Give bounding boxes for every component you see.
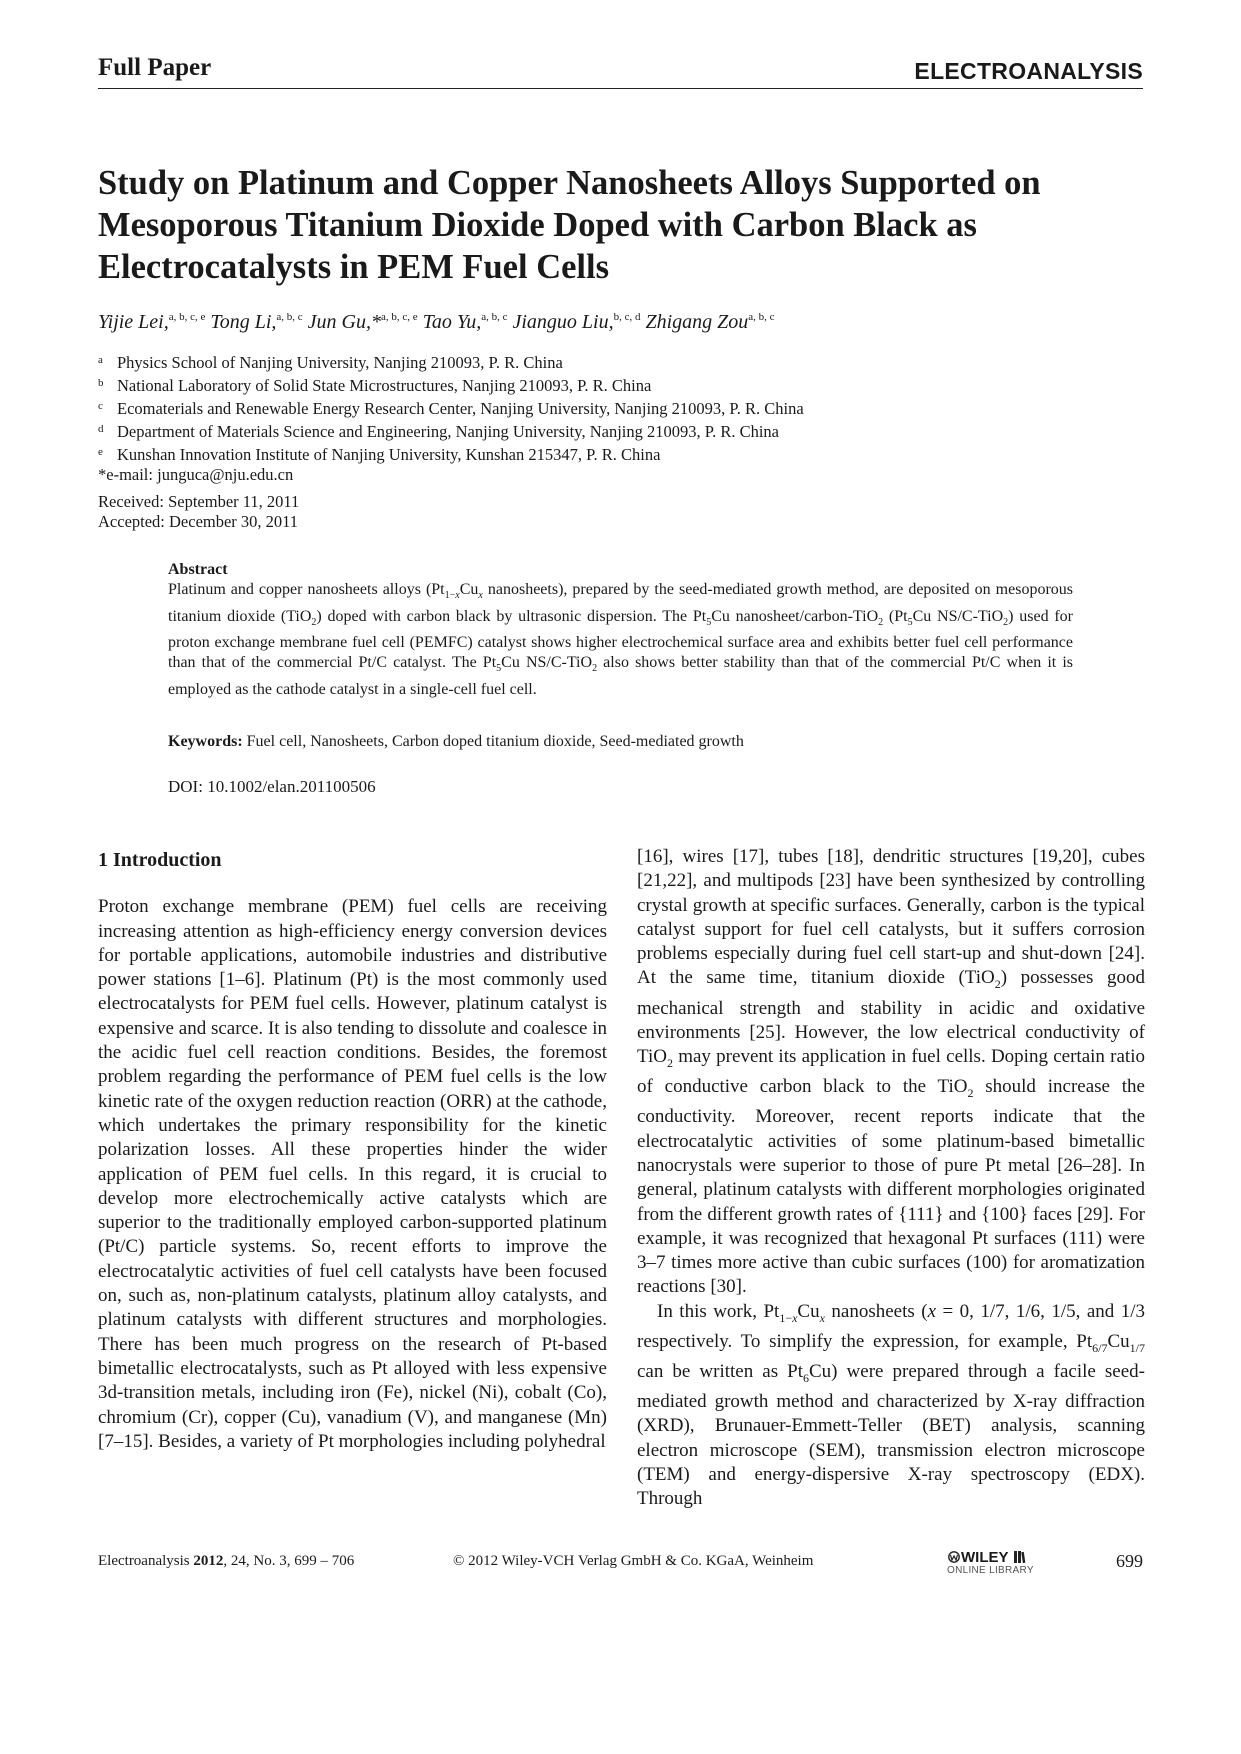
article-dates [98, 492, 299, 532]
section-type: Full Paper [98, 54, 212, 81]
affiliation: d Department of Materials Science and Engineering, Nanjing University, Nanjing 210093, P. R. China [98, 422, 779, 441]
keywords-text: Fuel cell, Nanosheets, Carbon doped titanium dioxide, Seed-mediated growth [246, 733, 744, 750]
author: Tong Li,$^{a, b, c}$ [210, 311, 303, 333]
wiley-emblem-icon [947, 1551, 961, 1563]
affiliations [98, 350, 804, 485]
doi: DOI: 10.1002/elan.201100506 [168, 777, 376, 796]
online-library-label: ONLINE LIBRARY [947, 1565, 1034, 1576]
author: Tao Yu,$^{a, b, c}$ [422, 311, 508, 333]
citation: Electroanalysis 2012, 24, No. 3, 699 – 706 [98, 1553, 355, 1569]
abstract-body: Platinum and copper nanosheets alloys ($Pt_{1-x}Cu_x$ nanosheets), prepared by the seed-mediated growth method, are deposited on mesoporous titanium dioxide (TiO$_2$) doped with carbon black by ultrasonic dispersion. The $Pt_5Cu$ nanosheet/carbon-TiO$_2$ ($Pt_5Cu$ NS/C-TiO$_2$) used for proton exchange membrane fuel cell (PEMFC) catalyst shows higher electrochemical surface area and exhibits better fuel cell performance than that of the commercial Pt/C catalyst. The $Pt_5Cu$ NS/C-TiO$_2$ also shows better stability than that of the commercial Pt/C when it is employed as the cathode catalyst in a single-cell fuel cell. [168, 581, 1074, 698]
keywords [168, 733, 744, 751]
title-line: Study on Platinum and Copper Nanosheets Alloys Supported on [98, 164, 1041, 202]
affiliation: b National Laboratory of Solid State Microstructures, Nanjing 210093, P. R. China [98, 376, 652, 395]
author: Yijie Lei,$^{a, b, c, e}$ [98, 311, 206, 333]
paragraph: Proton exchange membrane (PEM) fuel cells are receiving increasing attention as high-efficiency energy conversion devices for portable applications, automobile industries and distributive power stations [1–6]. Platinum (Pt) is the most commonly used electrocatalysts for PEM fuel cells. However, platinum catalyst is expensive and scarce. It is also tending to dissolute and coalesce in the acidic fuel cell reaction conditions. Besides, the foremost problem regarding the performance of PEM fuel cells is the low kinetic rate of the oxygen reduction reaction (ORR) at the cathode, which undertakes the primary responsibility for the kinetic polarization losses. All these properties hinder the wider application of PEM fuel cells. In this regard, it is crucial to develop more electrochemically active catalysts which are superior to the traditionally employed carbon-supported platinum (Pt/C) particle systems. So, recent efforts to improve the electrocatalytic activities of fuel cell catalysts have been focused on, such as, non-platinum catalysts, platinum alloy catalysts, and platinum catalysts with different structures and morphologies. There has been much progress on the research of Pt-based bimetallic electrocatalysts, such as Pt alloyed with less expensive 3d-transition metals, including iron (Fe), nickel (Ni), cobalt (Co), chromium (Cr), copper (Cu), vanadium (V), and manganese (Mn) [7–15]. Besides, a variety of Pt morphologies including polyhedral [98, 896, 607, 1452]
column-right [637, 845, 1145, 1512]
section-heading: 1 Introduction [98, 849, 222, 871]
title-line: Electrocatalysts in PEM Fuel Cells [98, 248, 610, 286]
page-number: 699 [1116, 1551, 1143, 1571]
abstract [168, 560, 1073, 700]
author: Zhigang Zou$^{a, b, c}$ [645, 311, 775, 333]
affiliation: c Ecomaterials and Renewable Energy Research Center, Nanjing University, Nanjing 210093, P. R. China [98, 399, 804, 418]
paper-title [98, 162, 1148, 288]
author: Jianguo Liu,$^{b, c, d}$ [512, 311, 641, 333]
affiliation: e Kunshan Innovation Institute of Nanjing University, Kunshan 215347, P. R. China [98, 445, 661, 464]
copyright: © 2012 Wiley-VCH Verlag GmbH & Co. KGaA, Weinheim [453, 1553, 814, 1569]
received-date: Received: September 11, 2011 [98, 492, 300, 511]
author: Jun Gu,*$^{a, b, c, e}$ [307, 311, 418, 333]
wiley-logo: WILEY ONLINE LIBRARY [947, 1549, 1057, 1583]
running-header [98, 54, 1143, 89]
keywords-label: Keywords: [168, 733, 243, 750]
paragraph: [16], wires [17], tubes [18], dendritic structures [19,20], cubes [21,22], and multipods [23] have been synthesized by controlling crystal growth at specific surfaces. Generally, carbon is the typical catalyst support for fuel cell catalysts, but it suffers corrosion problems especially during fuel cell start-up and shut-down [24]. At the same time, titanium dioxide (TiO$_2$) possesses good mechanical strength and stability in acidic and oxidative environments [25]. However, the low electrical conductivity of TiO$_2$ may prevent its application in fuel cells. Doping certain ratio of conductive carbon black to the TiO$_2$ should increase the conductivity. Moreover, recent reports indicate that the electrocatalytic activities of some platinum-based bimetallic nanocrystals were superior to those of pure Pt metal [26–28]. In general, platinum catalysts with different morphologies originated from the different growth rates of {111} and {100} faces [29]. For example, it was recognized that hexagonal Pt surfaces (111) were 3–7 times more active than cubic surfaces (100) for aromatization reactions [30]. [637, 846, 1145, 1298]
affiliation: a Physics School of Nanjing University, Nanjing 210093, P. R. China [98, 353, 563, 372]
corresponding-email: *e-mail: junguca@nju.edu.cn [98, 465, 294, 484]
accepted-date: Accepted: December 30, 2011 [98, 512, 299, 531]
title-line: Mesoporous Titanium Dioxide Doped with Carbon Black as [98, 206, 977, 244]
column-left [98, 848, 607, 1454]
book-icon [1012, 1550, 1026, 1564]
journal-name: ELECTROANALYSIS [914, 58, 1143, 84]
paragraph: In this work, $Pt_{1-x}Cu_x$ nanosheets (x = 0, 1/7, 1/6, 1/5, and 1/3 respectively. To simplify the expression, for example, $Pt_{6/7}Cu_{1/7}$ can be written as $Pt_6Cu$) were prepared through a facile seed-mediated growth method and characterized by X-ray diffraction (XRD), Brunauer-Emmett-Teller (BET) analysis, scanning electron microscope (SEM), transmission electron microscope (TEM) and energy-dispersive X-ray spectroscopy (EDX). Through [637, 1300, 1145, 1510]
author-list [98, 311, 775, 334]
page-footer [98, 1549, 1143, 1589]
abstract-heading: Abstract [168, 561, 228, 578]
